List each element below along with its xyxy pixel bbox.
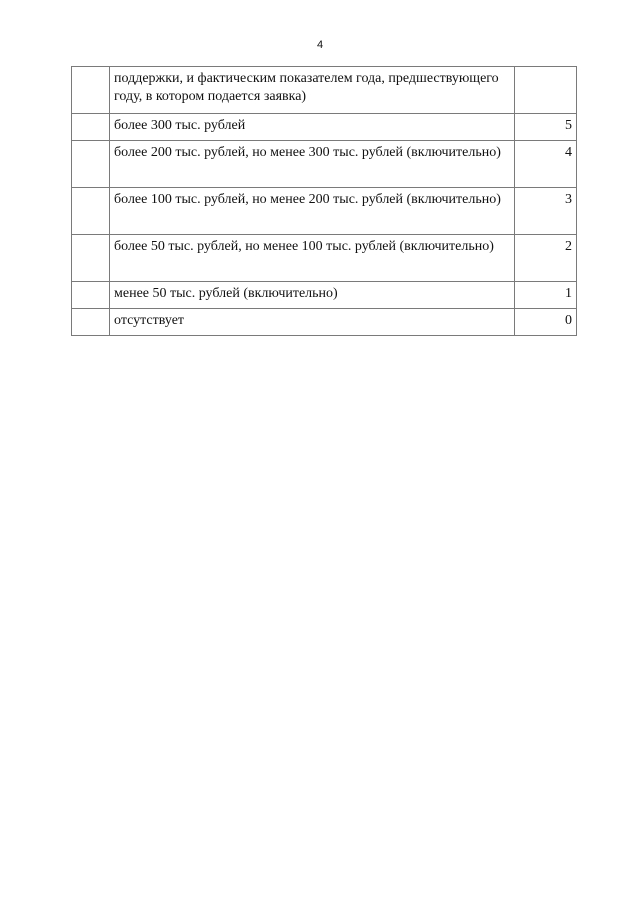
score-cell: 0 — [515, 309, 577, 336]
criterion-cell: менее 50 тыс. рублей (включительно) — [110, 282, 515, 309]
row-number-cell — [72, 282, 110, 309]
criterion-cell: более 100 тыс. рублей, но менее 200 тыс. рублей (включительно) — [110, 188, 515, 235]
score-cell: 5 — [515, 114, 577, 141]
criterion-cell: более 200 тыс. рублей, но менее 300 тыс. рублей (включительно) — [110, 141, 515, 188]
score-cell: 4 — [515, 141, 577, 188]
table-row — [72, 114, 577, 141]
row-number-cell — [72, 67, 110, 114]
row-number-cell — [72, 188, 110, 235]
table-row — [72, 282, 577, 309]
score-cell: 1 — [515, 282, 577, 309]
score-cell — [515, 67, 577, 114]
table-row — [72, 141, 577, 188]
row-number-cell — [72, 114, 110, 141]
criterion-cell: отсутствует — [110, 309, 515, 336]
criteria-table — [71, 66, 577, 336]
criterion-cell: более 300 тыс. рублей — [110, 114, 515, 141]
score-cell: 3 — [515, 188, 577, 235]
page-number: 4 — [316, 39, 324, 51]
row-number-cell — [72, 309, 110, 336]
criterion-cell: поддержки, и фактическим показателем года, предшествующего году, в котором подается заявка) — [110, 67, 515, 114]
table-row — [72, 309, 577, 336]
table-row — [72, 67, 577, 114]
criterion-cell: более 50 тыс. рублей, но менее 100 тыс. рублей (включительно) — [110, 235, 515, 282]
table-row — [72, 188, 577, 235]
row-number-cell — [72, 141, 110, 188]
row-number-cell — [72, 235, 110, 282]
score-cell: 2 — [515, 235, 577, 282]
table-row — [72, 235, 577, 282]
